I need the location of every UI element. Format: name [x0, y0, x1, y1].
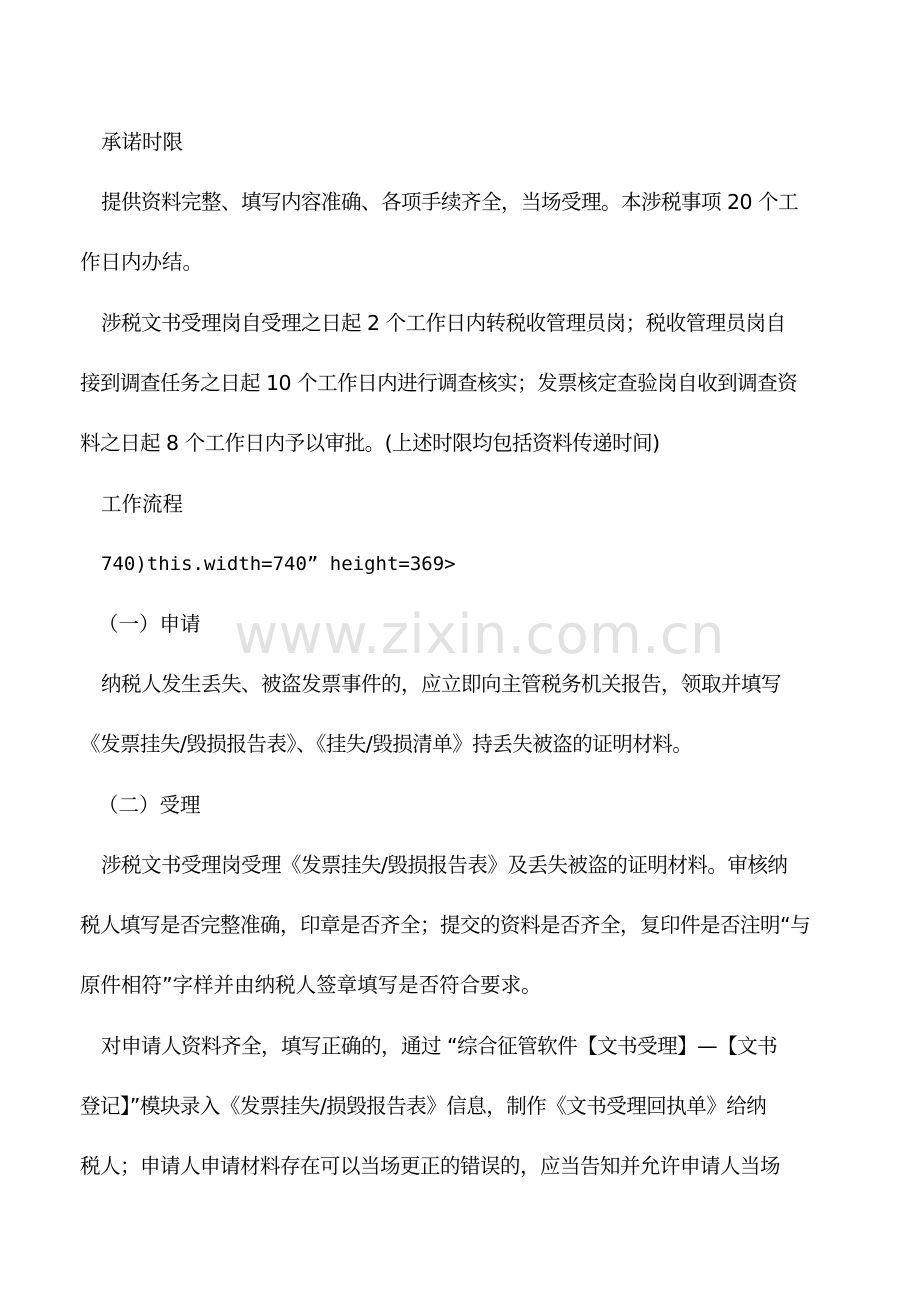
- broken-image-markup: 740)this.width=740” height=369>: [101, 553, 456, 575]
- section-heading-workflow: 工作流程: [101, 492, 183, 516]
- subheading-application: （一）申请: [98, 612, 201, 636]
- paragraph-line: 涉税文书受理岗自受理之日起 2 个工作日内转税收管理员岗；税收管理员岗自: [101, 311, 786, 335]
- paragraph-line: 登记】”模块录入《发票挂失/损毁报告表》信息，制作《文书受理回执单》给纳: [80, 1094, 767, 1118]
- section-heading-time-limit: 承诺时限: [101, 130, 183, 154]
- paragraph-line: 作日内办结。: [80, 250, 203, 274]
- paragraph-line: 接到调查任务之日起 10 个工作日内进行调查核实；发票核定查验岗自收到调查资: [80, 371, 798, 395]
- paragraph-line: 税人填写是否完整准确，印章是否齐全；提交的资料是否齐全，复印件是否注明“与: [80, 913, 811, 937]
- paragraph-line: 涉税文书受理岗受理《发票挂失/毁损报告表》及丢失被盗的证明材料。审核纳: [101, 853, 788, 877]
- paragraph-line: 料之日起 8 个工作日内予以审批。(上述时限均包括资料传递时间): [80, 431, 660, 455]
- paragraph-line: 原件相符”字样并由纳税人签章填写是否符合要求。: [80, 973, 542, 997]
- subheading-acceptance: （二）受理: [98, 793, 201, 817]
- watermark: www.zixin.com.cn: [234, 603, 725, 666]
- paragraph-line: 《发票挂失/毁损报告表》、《挂失/毁损清单》持丢失被盗的证明材料。: [80, 732, 693, 756]
- paragraph-line: 提供资料完整、填写内容准确、各项手续齐全，当场受理。本涉税事项 20 个工: [101, 190, 799, 214]
- paragraph-line: 税人；申请人申请材料存在可以当场更正的错误的，应当告知并允许申请人当场: [80, 1154, 780, 1178]
- paragraph-line: 对申请人资料齐全，填写正确的，通过 “综合征管软件【文书受理】—【文书: [101, 1034, 778, 1058]
- paragraph-line: 纳税人发生丢失、被盗发票事件的，应立即向主管税务机关报告，领取并填写: [101, 672, 781, 696]
